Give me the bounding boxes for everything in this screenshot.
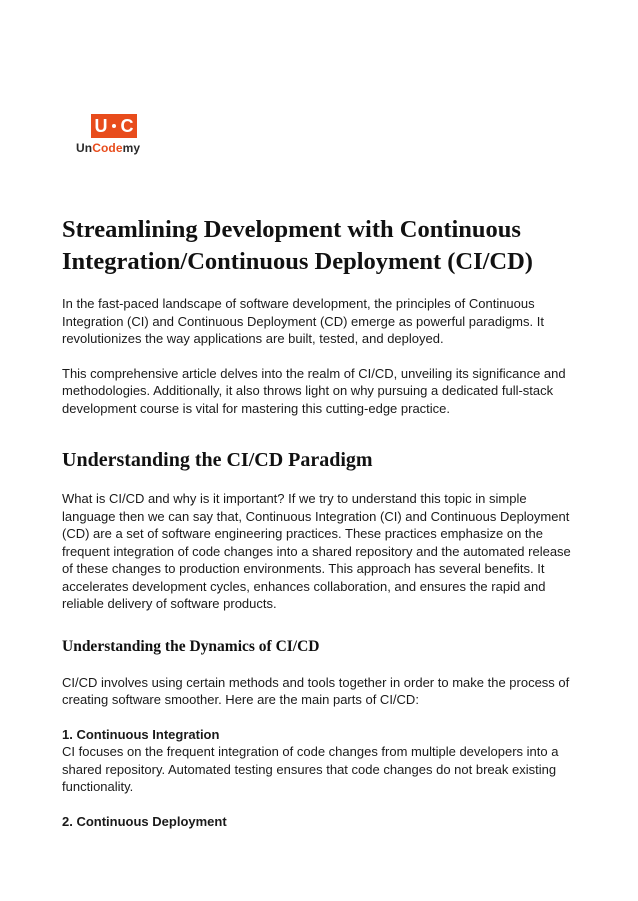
uncodemy-logo (76, 114, 156, 155)
logo-mark-left: U (91, 114, 111, 138)
logo-wordmark (76, 141, 156, 155)
section2-paragraph: CI/CD involves using certain methods and tools together in order to make the process of creating software smoother. Here are the main parts of CI/CD: (62, 674, 570, 707)
logo-word-part1: Un (76, 141, 93, 155)
intro-paragraph-1: In the fast-paced landscape of software development, the principles of Continuous Integration (CI) and Continuous Deployment (CD) emerge as powerful paradigms. It revolutionizes the way applications are built, tested, and deployed. (62, 296, 544, 346)
logo-mark (91, 114, 156, 138)
section2-heading: Understanding the Dynamics of CI/CD (62, 637, 320, 655)
logo-word-part2: Code (92, 141, 123, 155)
intro-paragraph-2: This comprehensive article delves into the realm of CI/CD, unveiling its significance and methodologies. Additionally, it also throws light on why pursuing a dedicated full-stack development course is vital for mastering this cutting-edge practice. (62, 365, 566, 416)
item1-title: 1. Continuous Integration (62, 726, 220, 742)
article-body (62, 214, 582, 830)
section1-paragraph: What is CI/CD and why is it important? If we try to understand this topic in simple language then we can say that, Continuous Integration (CI) and Continuous Deployment (CD) are a set of software engineering practices. These practices emphasize on the frequent integration of code changes into a shared repository and the automated release of these changes to production environments. This approach has several benefits. It accelerates development cycles, enhances collaboration, and ensures the rapid and reliable delivery of software products. (62, 491, 571, 611)
item1-text: CI focuses on the frequent integration of code changes from multiple developers into a shared repository. Automated testing ensures that code changes do not break existing functionality. (62, 744, 559, 794)
logo-mark-separator (111, 114, 117, 138)
item2-title: 2. Continuous Deployment (62, 813, 227, 829)
logo-word-part3: my (122, 141, 141, 155)
article-title: Streamlining Development with Continuous Integration/Continuous Deployment (CI/CD) (62, 216, 533, 275)
section1-heading: Understanding the CI/CD Paradigm (62, 449, 373, 471)
logo-mark-right: C (117, 114, 137, 138)
